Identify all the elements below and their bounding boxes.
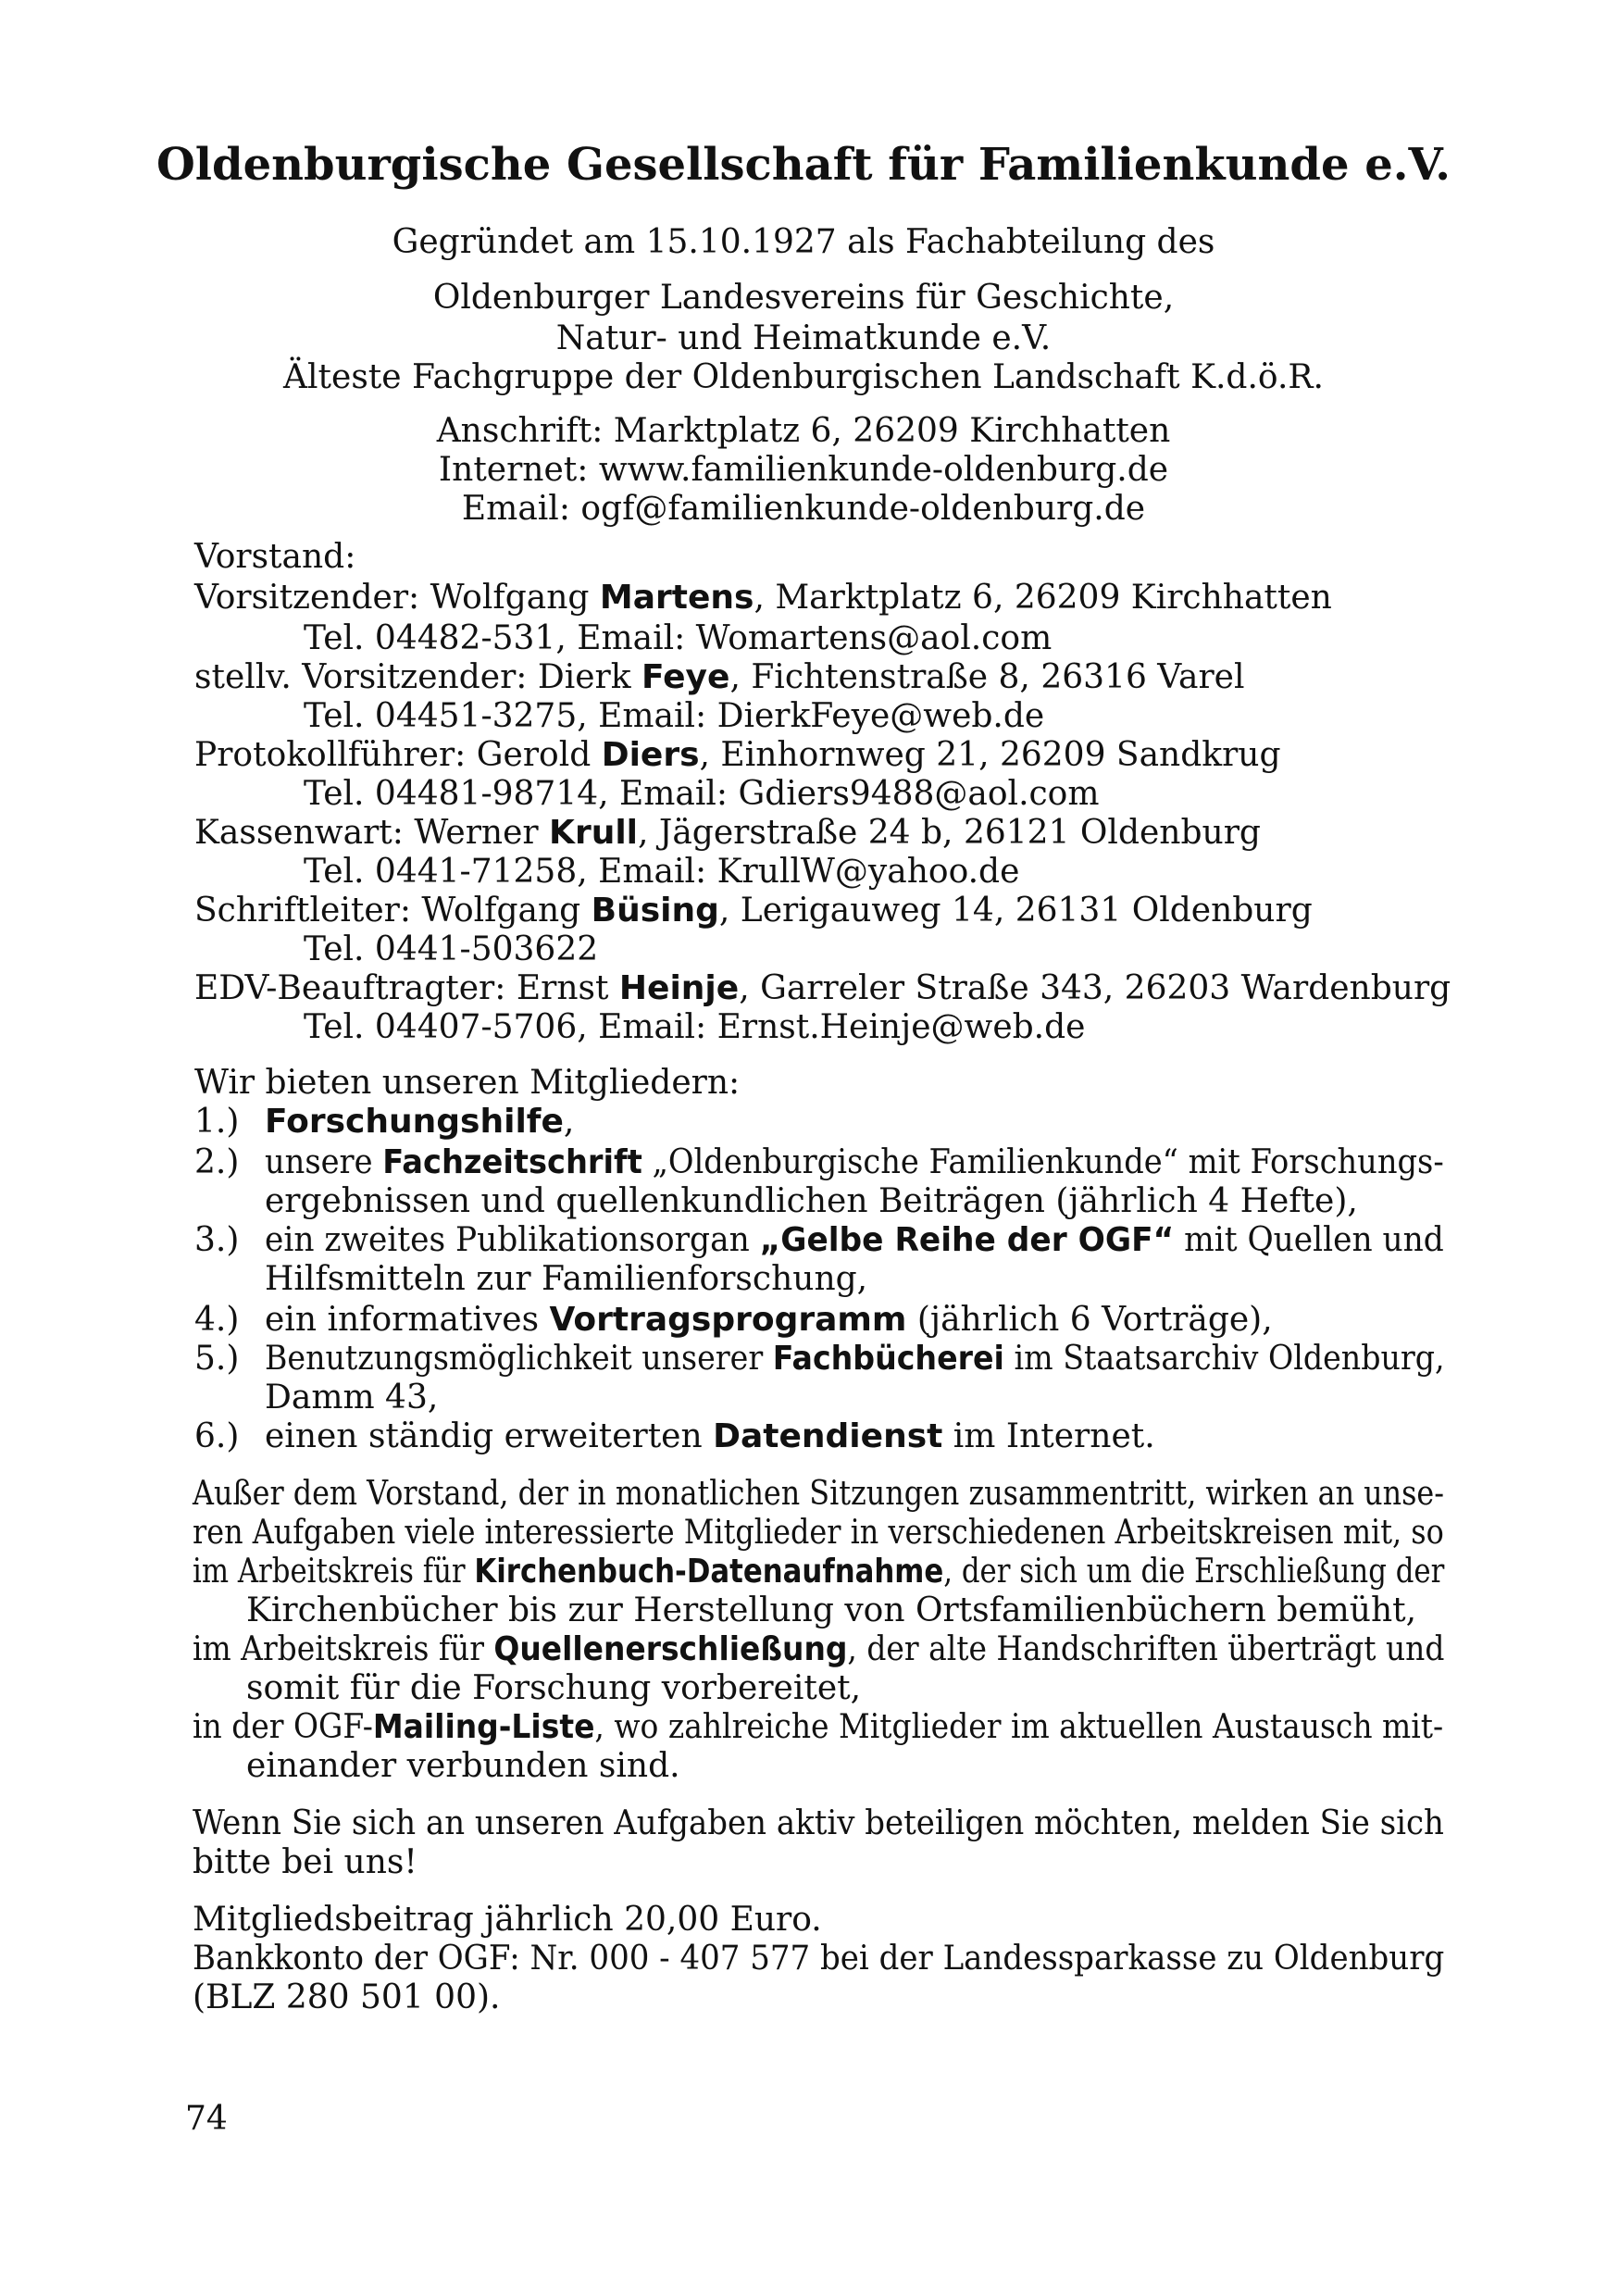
board-member-1-contact: Tel. 04482-531, Email: Womartens@aol.com bbox=[304, 619, 1053, 657]
groups-item-3: in der OGF-Mailing-Liste, wo zahlreiche Mitglieder im aktuellen Austausch mit- bbox=[193, 1708, 1444, 1746]
address-line: Anschrift: Marktplatz 6, 26209 Kirchhatten bbox=[436, 412, 1171, 450]
board-heading: Vorstand: bbox=[194, 538, 356, 576]
groups-item-2-cont: somit für die Forschung vorbereitet, bbox=[246, 1669, 862, 1707]
offer-item-1-number: 1.) bbox=[194, 1103, 240, 1141]
offer-item-6-number: 6.) bbox=[194, 1417, 240, 1455]
page-title: Oldenburgische Gesellschaft für Familienkunde e.V. bbox=[156, 139, 1451, 191]
bank-code-line: (BLZ 280 501 00). bbox=[193, 1978, 501, 2016]
groups-item-2: im Arbeitskreis für Quellenerschließung, der alte Handschriften überträgt und bbox=[193, 1630, 1445, 1668]
offer-item-4-number: 4.) bbox=[194, 1301, 240, 1339]
groups-item-3-cont: einander verbunden sind. bbox=[246, 1747, 680, 1785]
email-line: Email: ogf@familienkunde-oldenburg.de bbox=[461, 490, 1146, 528]
page-number: 74 bbox=[185, 2100, 228, 2138]
groups-line-1: Außer dem Vorstand, der in monatlichen Sitzungen zusammentritt, wirken an unse- bbox=[193, 1475, 1444, 1513]
offer-item-5-number: 5.) bbox=[194, 1340, 240, 1378]
invite-line-2: bitte bei uns! bbox=[193, 1843, 417, 1881]
groups-item-1: im Arbeitskreis für Kirchenbuch-Datenaufnahme, der sich um die Erschließung der bbox=[193, 1553, 1445, 1591]
invite-line-1: Wenn Sie sich an unseren Aufgaben aktiv beteiligen möchten, melden Sie sich bbox=[193, 1804, 1444, 1842]
offer-item-6: einen ständig erweiterten Datendienst im Internet. bbox=[265, 1417, 1155, 1455]
fee-line: Mitgliedsbeitrag jährlich 20,00 Euro. bbox=[193, 1901, 822, 1939]
board-member-4-contact: Tel. 0441-71258, Email: KrullW@yahoo.de bbox=[304, 853, 1020, 891]
intro-line-3: Natur- und Heimatkunde e.V. bbox=[555, 319, 1052, 357]
intro-line-4: Älteste Fachgruppe der Oldenburgischen Landschaft K.d.ö.R. bbox=[283, 358, 1324, 396]
board-member-4: Kassenwart: Werner Krull, Jägerstraße 24 b, 26121 Oldenburg bbox=[194, 814, 1261, 852]
offer-item-3: ein zweites Publikationsorgan „Gelbe Reihe der OGF“ mit Quellen und bbox=[265, 1221, 1444, 1259]
offer-item-5: Benutzungsmöglichkeit unserer Fachbücherei im Staatsarchiv Oldenburg, bbox=[265, 1340, 1445, 1378]
offer-item-2-cont: ergebnissen und quellenkundlichen Beiträgen (jährlich 4 Hefte), bbox=[265, 1182, 1358, 1220]
offer-item-2: unsere Fachzeitschrift „Oldenburgische Familienkunde“ mit Forschungs- bbox=[265, 1143, 1444, 1181]
board-member-2: stellv. Vorsitzender: Dierk Feye, Fichtenstraße 8, 26316 Varel bbox=[194, 658, 1245, 696]
board-member-6: EDV-Beauftragter: Ernst Heinje, Garreler Straße 343, 26203 Wardenburg bbox=[194, 969, 1451, 1007]
bank-line: Bankkonto der OGF: Nr. 000 - 407 577 bei der Landessparkasse zu Oldenburg bbox=[193, 1940, 1445, 1978]
board-member-3-contact: Tel. 04481-98714, Email: Gdiers9488@aol.com bbox=[304, 775, 1100, 813]
board-member-1: Vorsitzender: Wolfgang Martens, Marktplatz 6, 26209 Kirchhatten bbox=[194, 579, 1332, 617]
board-member-2-contact: Tel. 04451-3275, Email: DierkFeye@web.de bbox=[304, 697, 1045, 735]
board-member-3: Protokollführer: Gerold Diers, Einhornweg 21, 26209 Sandkrug bbox=[194, 736, 1281, 774]
offer-item-2-number: 2.) bbox=[194, 1143, 240, 1181]
offer-item-3-cont: Hilfsmitteln zur Familienforschung, bbox=[265, 1260, 868, 1298]
board-member-6-contact: Tel. 04407-5706, Email: Ernst.Heinje@web.de bbox=[304, 1008, 1086, 1046]
intro-line-2: Oldenburger Landesvereins für Geschichte, bbox=[432, 279, 1175, 317]
intro-line-1: Gegründet am 15.10.1927 als Fachabteilung des bbox=[392, 223, 1215, 261]
offer-item-3-number: 3.) bbox=[194, 1221, 240, 1259]
internet-line: Internet: www.familienkunde-oldenburg.de bbox=[438, 451, 1169, 489]
board-member-5: Schriftleiter: Wolfgang Büsing, Lerigauweg 14, 26131 Oldenburg bbox=[194, 892, 1313, 930]
board-member-5-contact: Tel. 0441-503622 bbox=[304, 930, 599, 968]
offer-item-1: Forschungshilfe, bbox=[265, 1103, 575, 1141]
offer-item-4: ein informatives Vortragsprogramm (jährlich 6 Vorträge), bbox=[265, 1301, 1273, 1339]
offer-heading: Wir bieten unseren Mitgliedern: bbox=[194, 1064, 741, 1102]
offer-item-5-cont: Damm 43, bbox=[265, 1379, 439, 1416]
groups-line-2: ren Aufgaben viele interessierte Mitglieder in verschiedenen Arbeitskreisen mit, so bbox=[193, 1514, 1444, 1552]
groups-item-1-cont: Kirchenbücher bis zur Herstellung von Ortsfamilienbüchern bemüht, bbox=[246, 1591, 1417, 1629]
